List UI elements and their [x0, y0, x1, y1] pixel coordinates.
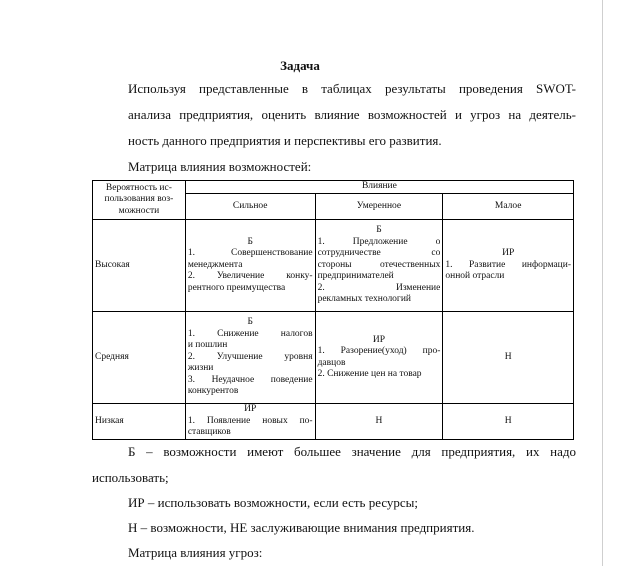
- intro-paragraph: [92, 76, 576, 154]
- cell-low-strong: [185, 404, 315, 440]
- cell-medium-strong: [185, 312, 315, 404]
- cell-high-small: [443, 220, 574, 312]
- row-label-low: Низкая: [93, 404, 186, 440]
- cell-code: Б: [247, 236, 253, 247]
- cell-line: жизни: [187, 363, 214, 374]
- legend-ir: ИР – использовать возможности, если есть ресурсы;: [128, 495, 419, 510]
- legend-b-line: Б – возможности имеют большее значение для предприятия, их надо: [128, 444, 576, 459]
- cell-line: 2. Увеличение конку-: [187, 271, 313, 282]
- cell-line: онной отрасли: [445, 271, 505, 282]
- cell-line: 1. Появление новых по-: [187, 415, 313, 426]
- intro-line: анализа предприятия, оценить влияние возможностей и угроз на деятель-: [128, 107, 576, 122]
- corner-header-cell: Вероятность ис- пользования воз- можности: [93, 181, 186, 220]
- cell-line: 2. Изменение: [317, 282, 441, 293]
- cell-line: 2. Снижение цен на товар: [317, 369, 422, 379]
- legend-n: Н – возможности, НЕ заслуживающие внимания предприятия.: [128, 520, 475, 535]
- cell-high-strong: [185, 220, 315, 312]
- cell-line: менеджмента: [187, 259, 243, 270]
- influence-header-cell: Влияние: [185, 181, 573, 194]
- cell-line: 1. Развитие информаци-: [445, 259, 571, 270]
- opportunities-matrix-table: [92, 180, 574, 440]
- cell-medium-moderate: [315, 312, 443, 404]
- task-title: Задача: [280, 58, 320, 73]
- cell-line: рентного преимущества: [187, 282, 286, 293]
- page-edge-line: [602, 0, 603, 566]
- legend-b-paragraph: [92, 439, 576, 491]
- intro-line: ность данного предприятия и перспективы его развития.: [128, 133, 442, 148]
- row-label-medium: Средняя: [93, 312, 186, 404]
- column-header-moderate: Умеренное: [315, 194, 443, 220]
- row-label-high: Высокая: [93, 220, 186, 312]
- intro-line: Используя представленные в таблицах результаты проведения SWOT-: [128, 81, 576, 96]
- cell-line: и пошлин: [187, 340, 228, 351]
- opportunities-matrix-caption: Матрица влияния возможностей:: [128, 159, 312, 174]
- cell-line: давцов: [317, 357, 346, 368]
- cell-line: 1. Разорение(уход) про-: [317, 346, 441, 356]
- column-header-strong: Сильное: [185, 194, 315, 220]
- cell-code: ИР: [502, 248, 515, 259]
- cell-line: конкурентов: [187, 386, 239, 397]
- cell-high-moderate: [315, 220, 443, 312]
- cell-line: 1. Совершенствование: [187, 248, 313, 259]
- cell-line: сотрудничестве со: [317, 248, 441, 259]
- cell-code: ИР: [372, 334, 386, 345]
- threats-matrix-caption: Матрица влияния угроз:: [128, 545, 263, 560]
- cell-code: Б: [247, 317, 253, 328]
- cell-low-small: Н: [443, 404, 574, 440]
- column-header-small: Малое: [443, 194, 574, 220]
- cell-line: 3. Неудачное поведение: [187, 374, 313, 385]
- cell-line: 1. Предложение о: [317, 236, 441, 247]
- cell-line: 1. Снижение налогов: [187, 328, 313, 339]
- cell-code: ИР: [244, 404, 257, 414]
- cell-line: стороны отечественных: [317, 259, 441, 270]
- cell-code: Б: [376, 225, 382, 236]
- cell-line: ставщиков: [187, 427, 231, 437]
- cell-medium-small: Н: [443, 312, 574, 404]
- cell-line: 2. Улучшение уровня: [187, 351, 313, 362]
- cell-low-moderate: Н: [315, 404, 443, 440]
- legend-b-line: использовать;: [92, 470, 169, 485]
- cell-line: предпринимателей: [317, 271, 394, 282]
- cell-line: рекламных технологий: [317, 294, 411, 305]
